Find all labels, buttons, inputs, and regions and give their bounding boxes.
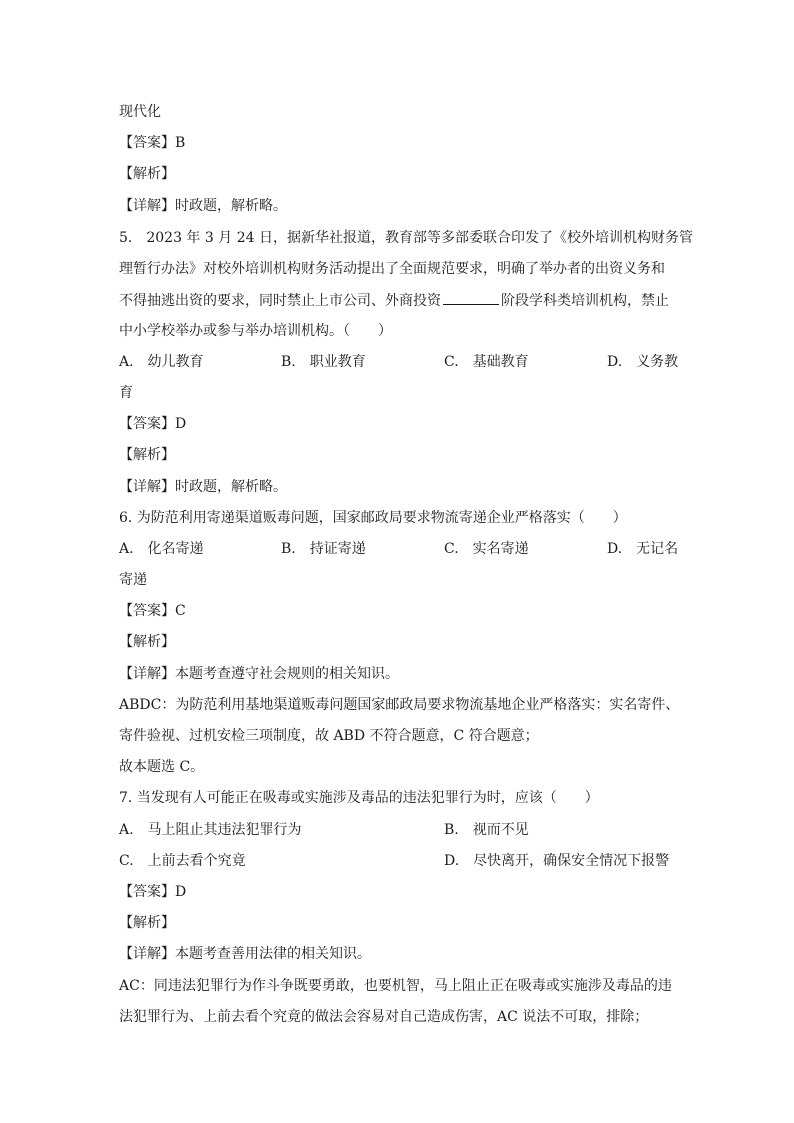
q5-stem-line3 <box>119 290 669 311</box>
q5-stem-line4: 中小学校举办或参与举办培训机构。（ ） <box>119 323 392 339</box>
q7-explanation-line1: AC：同违法犯罪行为作斗争既要勇敢，也要机智，马上阻止正在吸毒或实施涉及毒品的违 <box>119 978 672 994</box>
q4-stem-tail: 现代化 <box>119 104 161 120</box>
q5-detail: 【详解】时政题，解析略。 <box>119 479 287 495</box>
q5-option-a: A. 幼儿教育 <box>119 354 204 370</box>
q5-stem-line2: 理暂行办法》对校外培训机构财务活动提出了全面规范要求，明确了举办者的出资义务和 <box>119 261 665 277</box>
q5-option-d-wrap: 育 <box>119 385 133 401</box>
q5-option-d: D. 义务教 <box>607 354 679 370</box>
q6-conclusion: 故本题选 C。 <box>119 759 205 775</box>
q7-analysis-heading: 【解析】 <box>119 915 175 931</box>
q6-analysis-heading: 【解析】 <box>119 634 175 650</box>
q7-answer: 【答案】D <box>119 884 187 900</box>
q7-option-c: C. 上前去看个究竟 <box>119 853 246 869</box>
q7-option-a: A. 马上阻止其违法犯罪行为 <box>119 822 302 838</box>
q5-stem-line1: 5. 2023 年 3 月 24 日，据新华社报道，教育部等多部委联合印发了《校外培训机构财务管 <box>119 230 693 246</box>
q6-option-c: C. 实名寄递 <box>444 541 529 557</box>
q6-option-d: D. 无记名 <box>607 541 679 557</box>
q5-stem-line3-before: 不得抽逃出资的要求，同时禁止上市公司、外商投资 <box>119 293 441 309</box>
q6-explanation-line2: 寄件验视、过机安检三项制度，故 ABD 不符合题意，C 符合题意； <box>119 728 539 744</box>
q5-option-b: B. 职业教育 <box>281 354 366 370</box>
q6-answer: 【答案】C <box>119 603 186 619</box>
q5-answer: 【答案】D <box>119 416 187 432</box>
q4-answer: 【答案】B <box>119 135 186 151</box>
q7-option-d: D. 尽快离开，确保安全情况下报警 <box>444 853 670 869</box>
fill-in-blank <box>443 290 499 305</box>
q5-option-c: C. 基础教育 <box>444 354 529 370</box>
q4-detail: 【详解】时政题，解析略。 <box>119 198 287 214</box>
q6-option-d-wrap: 寄递 <box>119 572 147 588</box>
q6-stem: 6. 为防范利用寄递渠道贩毒问题，国家邮政局要求物流寄递企业严格落实（ ） <box>119 510 627 526</box>
q6-explanation-line1: ABDC：为防范利用基地渠道贩毒问题国家邮政局要求物流基地企业严格落实：实名寄件、 <box>119 697 680 713</box>
q7-option-b: B. 视而不见 <box>444 822 529 838</box>
q7-stem: 7. 当发现有人可能正在吸毒或实施涉及毒品的违法犯罪行为时，应该（ ） <box>119 790 599 806</box>
q4-analysis-heading: 【解析】 <box>119 166 175 182</box>
q5-stem-line3-after: 阶段学科类培训机构，禁止 <box>501 293 669 309</box>
q7-detail: 【详解】本题考查善用法律的相关知识。 <box>119 946 371 962</box>
q6-option-b: B. 持证寄递 <box>281 541 366 557</box>
q6-detail: 【详解】本题考查遵守社会规则的相关知识。 <box>119 666 399 682</box>
q5-analysis-heading: 【解析】 <box>119 447 175 463</box>
q6-option-a: A. 化名寄递 <box>119 541 204 557</box>
q7-explanation-line2: 法犯罪行为、上前去看个究竟的做法会容易对自己造成伤害，AC 说法不可取，排除； <box>119 1009 649 1025</box>
